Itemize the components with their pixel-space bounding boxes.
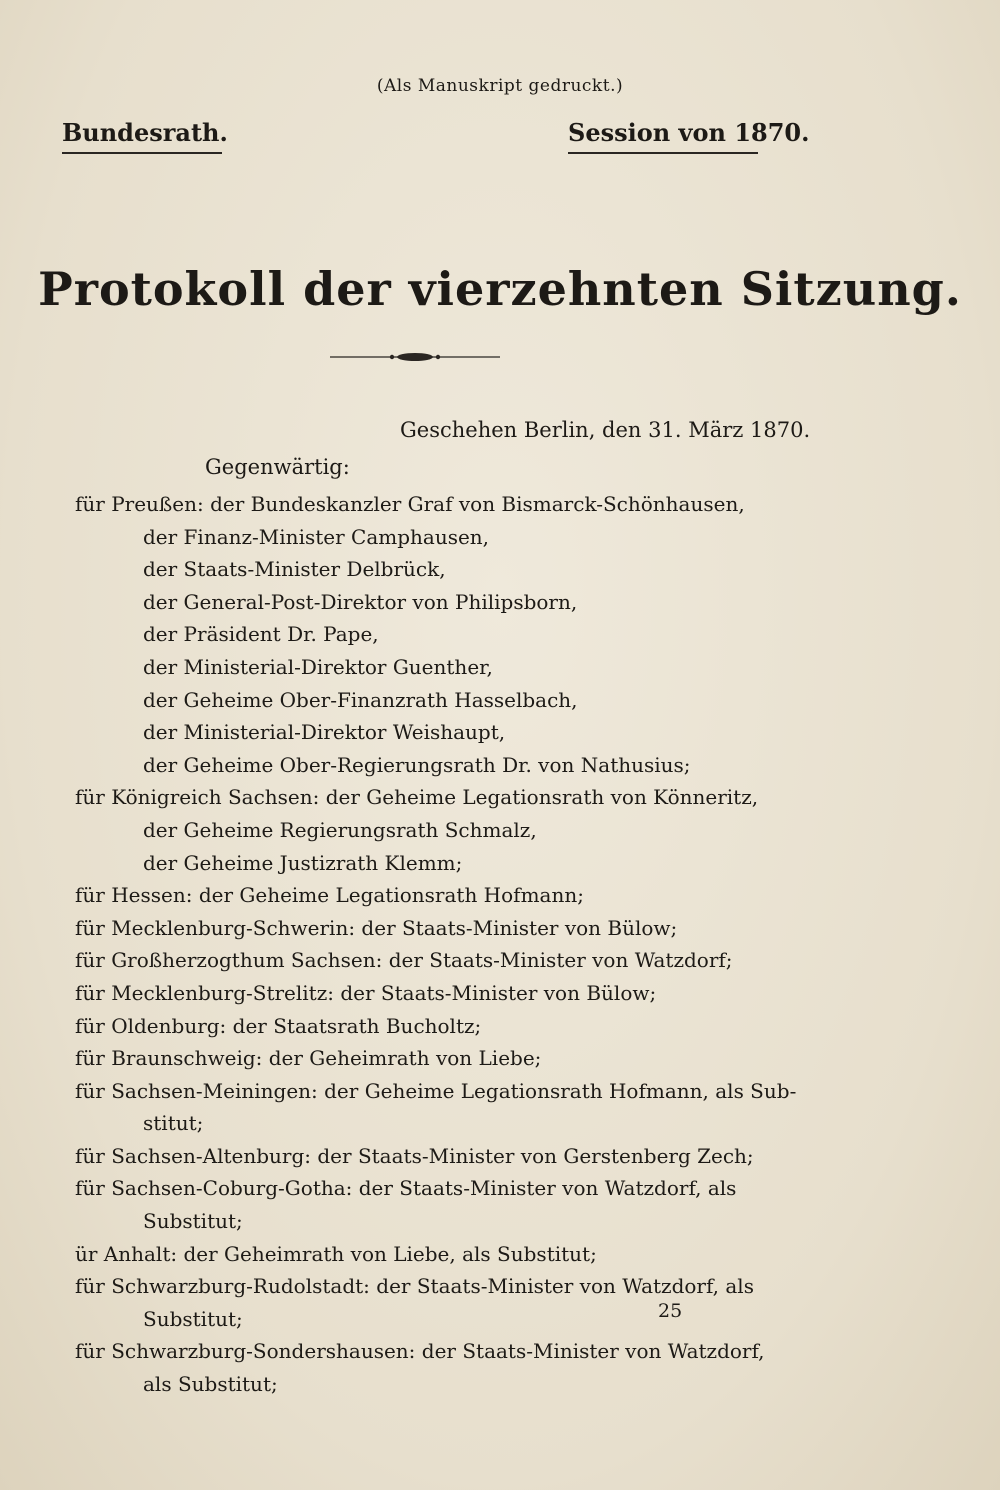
attendance-line: der Staats-Minister Delbrück, — [143, 557, 446, 582]
header-left: Bundesrath. — [62, 118, 228, 147]
attendance-entry — [75, 944, 775, 977]
attendance-line: für Schwarzburg-Rudolstadt: der Staats-Minister von Watzdorf, als — [75, 1274, 754, 1299]
place-date: Geschehen Berlin, den 31. März 1870. — [400, 418, 811, 442]
header-rule-left — [62, 152, 222, 154]
present-label: Gegenwärtig: — [205, 455, 350, 479]
attendance-line: der General-Post-Direktor von Philipsborn, — [143, 589, 578, 614]
attendance-line: der Finanz-Minister Camphausen, — [143, 524, 490, 549]
attendance-line: für Braunschweig: der Geheimrath von Liebe; — [75, 1046, 542, 1071]
attendance-entry — [75, 912, 775, 945]
attendance-entry — [75, 488, 775, 521]
attendance-entry — [75, 977, 775, 1010]
attendance-line: für Preußen: der Bundeskanzler Graf von Bismarck-Schönhausen, — [75, 492, 745, 516]
attendance-entry — [75, 521, 775, 554]
attendance-line: für Hessen: der Geheime Legationsrath Hofmann; — [75, 883, 584, 908]
page-title: Protokoll der vierzehnten Sitzung. — [38, 262, 962, 316]
attendance-entry — [75, 684, 775, 717]
ornament-divider — [330, 352, 500, 362]
attendance-entry — [75, 618, 775, 651]
attendance-entry — [75, 651, 775, 684]
attendance-line: der Geheime Ober-Finanzrath Hasselbach, — [143, 687, 578, 712]
attendance-entry — [75, 1238, 775, 1271]
attendance-line: für Mecklenburg-Strelitz: der Staats-Minister von Bülow; — [75, 980, 657, 1005]
attendance-line: der Ministerial-Direktor Weishaupt, — [143, 720, 506, 745]
header-right: Session von 1870. — [568, 118, 810, 147]
attendance-line: der Geheime Justizrath Klemm; — [143, 850, 463, 875]
attendance-entry — [75, 879, 775, 912]
attendance-line: für Großherzogthum Sachsen: der Staats-Minister von Watzdorf; — [75, 948, 733, 973]
attendance-line: stitut; — [143, 1111, 204, 1136]
attendance-line: für Sachsen-Altenburg: der Staats-Minister von Gerstenberg Zech; — [75, 1143, 754, 1168]
print-note: (Als Manuskript gedruckt.) — [376, 76, 624, 96]
attendance-line: der Geheime Ober-Regierungsrath Dr. von Nathusius; — [143, 752, 691, 777]
attendance-entry — [75, 1075, 797, 1140]
attendance-line: für Oldenburg: der Staatsrath Bucholtz; — [75, 1013, 482, 1038]
attendance-line: ür Anhalt: der Geheimrath von Liebe, als Substitut; — [75, 1241, 597, 1266]
attendance-line: Substitut; — [143, 1209, 243, 1234]
attendance-entry — [75, 586, 775, 619]
attendance-entry — [75, 749, 775, 782]
attendance-line: für Schwarzburg-Sondershausen: der Staats-Minister von Watzdorf, — [75, 1339, 765, 1364]
attendance-entry — [75, 716, 775, 749]
attendance-entry — [75, 781, 775, 814]
attendance-line: der Ministerial-Direktor Guenther, — [143, 654, 493, 679]
attendance-list — [75, 488, 797, 1401]
attendance-line: der Geheime Regierungsrath Schmalz, — [143, 817, 537, 842]
header-rule-right — [568, 152, 758, 154]
attendance-entry — [75, 1010, 775, 1043]
attendance-line: für Sachsen-Coburg-Gotha: der Staats-Minister von Watzdorf, als — [75, 1176, 737, 1201]
attendance-line: für Sachsen-Meiningen: der Geheime Legationsrath Hofmann, als Sub- — [75, 1078, 797, 1103]
attendance-entry — [75, 1172, 775, 1237]
attendance-entry — [75, 1140, 775, 1173]
attendance-entry — [75, 553, 775, 586]
attendance-line: als Substitut; — [143, 1372, 278, 1397]
attendance-entry — [75, 847, 775, 880]
attendance-line: Substitut; — [143, 1306, 243, 1331]
attendance-line: für Mecklenburg-Schwerin: der Staats-Minister von Bülow; — [75, 915, 678, 940]
attendance-entry — [75, 1042, 775, 1075]
attendance-line: der Präsident Dr. Pape, — [143, 622, 379, 647]
attendance-entry — [75, 1335, 775, 1400]
page-number: 25 — [658, 1300, 683, 1322]
attendance-entry — [75, 814, 775, 847]
attendance-line: für Königreich Sachsen: der Geheime Legationsrath von Könneritz, — [75, 785, 759, 810]
